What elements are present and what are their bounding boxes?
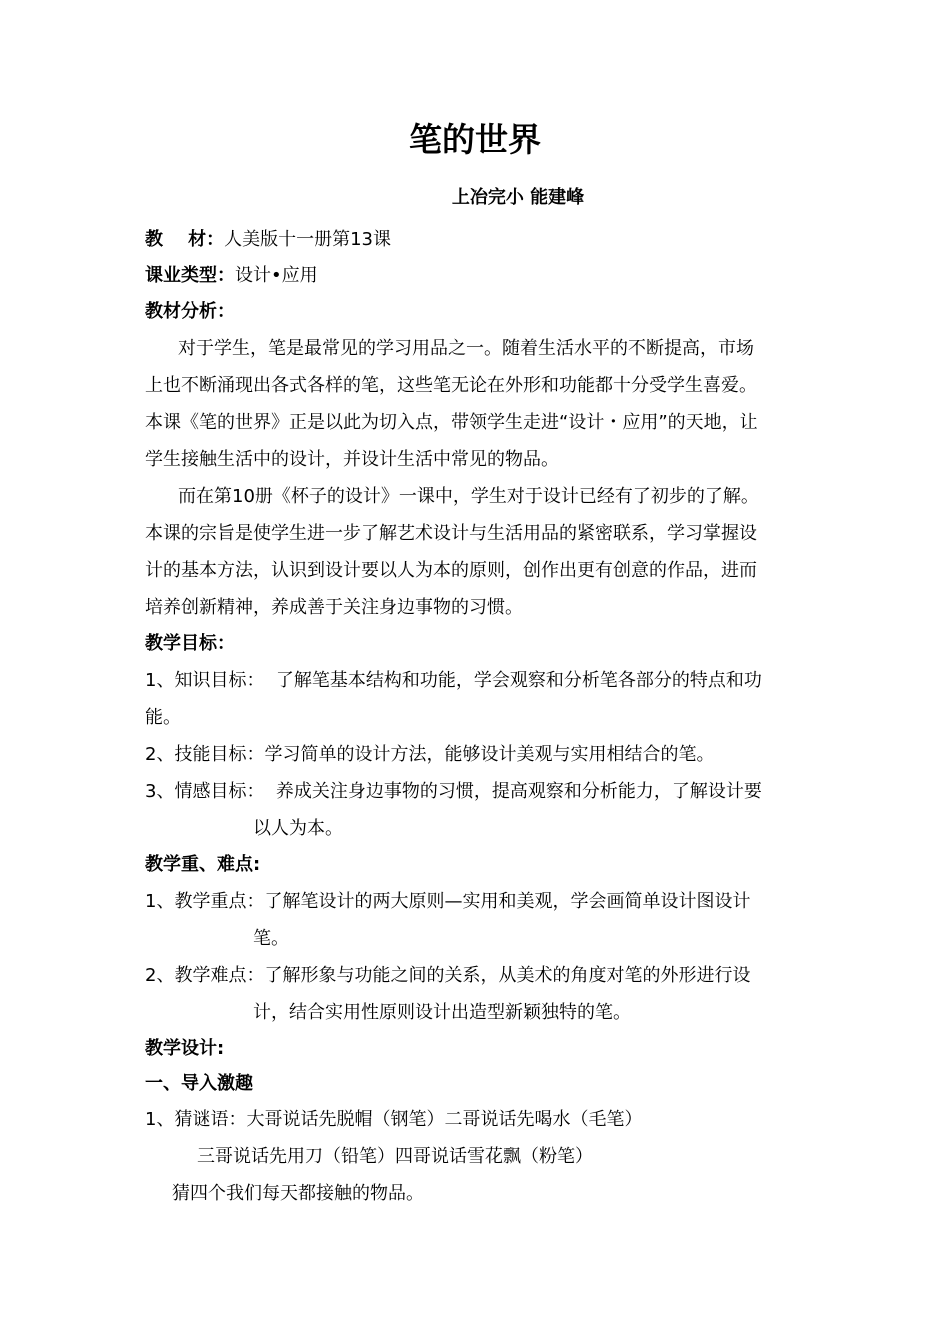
goal-line: 能。 [145, 707, 181, 728]
lesson-type-label: 课业类型： [145, 265, 235, 286]
goals-heading: 教学目标： [145, 633, 235, 654]
key-point-line: 笔。 [253, 928, 289, 949]
goal-line: 3、情感目标： 养成关注身边事物的习惯，提高观察和分析能力，了解设计要 [145, 781, 762, 802]
analysis-line: 学生接触生活中的设计，并设计生活中常见的物品。 [145, 449, 559, 470]
design-heading: 教学设计: [145, 1038, 225, 1059]
goal-line: 以人为本。 [253, 818, 343, 839]
design-line: 猜四个我们每天都接触的物品。 [172, 1183, 424, 1204]
key-point-line: 2、教学难点：了解形象与功能之间的关系，从美术的角度对笔的外形进行设 [145, 965, 751, 986]
analysis-line: 上也不断涌现出各式各样的笔，这些笔无论在外形和功能都十分受学生喜爱。 [145, 375, 757, 396]
section-heading: 一、导入激趣 [145, 1073, 253, 1094]
analysis-line: 本课的宗旨是使学生进一步了解艺术设计与生活用品的紧密联系，学习掌握设 [145, 523, 757, 544]
material-value: 人美版十一册第13课 [224, 229, 391, 250]
material-row [145, 226, 805, 254]
analysis-line: 本课《笔的世界》正是以此为切入点，带领学生走进“设计・应用”的天地，让 [145, 412, 758, 433]
analysis-line: 对于学生，笔是最常见的学习用品之一。随着生活水平的不断提高，市场 [178, 338, 754, 359]
goal-line: 2、技能目标：学习简单的设计方法，能够设计美观与实用相结合的笔。 [145, 744, 715, 765]
author-line: 上冶完小 能建峰 [451, 187, 585, 208]
analysis-line: 而在第10册《杯子的设计》一课中，学生对于设计已经有了初步的了解。 [178, 486, 759, 507]
analysis-line: 培养创新精神，养成善于关注身边事物的习惯。 [145, 597, 523, 618]
analysis-heading: 教材分析： [145, 301, 235, 322]
key-point-line: 1、教学重点：了解笔设计的两大原则—实用和美观，学会画简单设计图设计 [145, 891, 751, 912]
goal-line: 1、知识目标： 了解笔基本结构和功能，学会观察和分析笔各部分的特点和功 [145, 670, 762, 691]
lesson-type-row [145, 262, 805, 290]
design-line: 1、猜谜语：大哥说话先脱帽（钢笔）二哥说话先喝水（毛笔） [145, 1109, 643, 1130]
key-point-line: 计，结合实用性原则设计出造型新颖独特的笔。 [253, 1002, 631, 1023]
page-title: 笔的世界 [409, 120, 541, 159]
material-label: 教 材： [145, 229, 225, 250]
design-line: 三哥说话先用刀（铅笔）四哥说话雪花飘（粉笔） [197, 1146, 593, 1167]
analysis-line: 计的基本方法，认识到设计要以人为本的原则，创作出更有创意的作品，进而 [145, 560, 757, 581]
key-points-heading: 教学重、难点: [145, 854, 261, 875]
lesson-type-value: 设计•应用 [235, 265, 318, 286]
